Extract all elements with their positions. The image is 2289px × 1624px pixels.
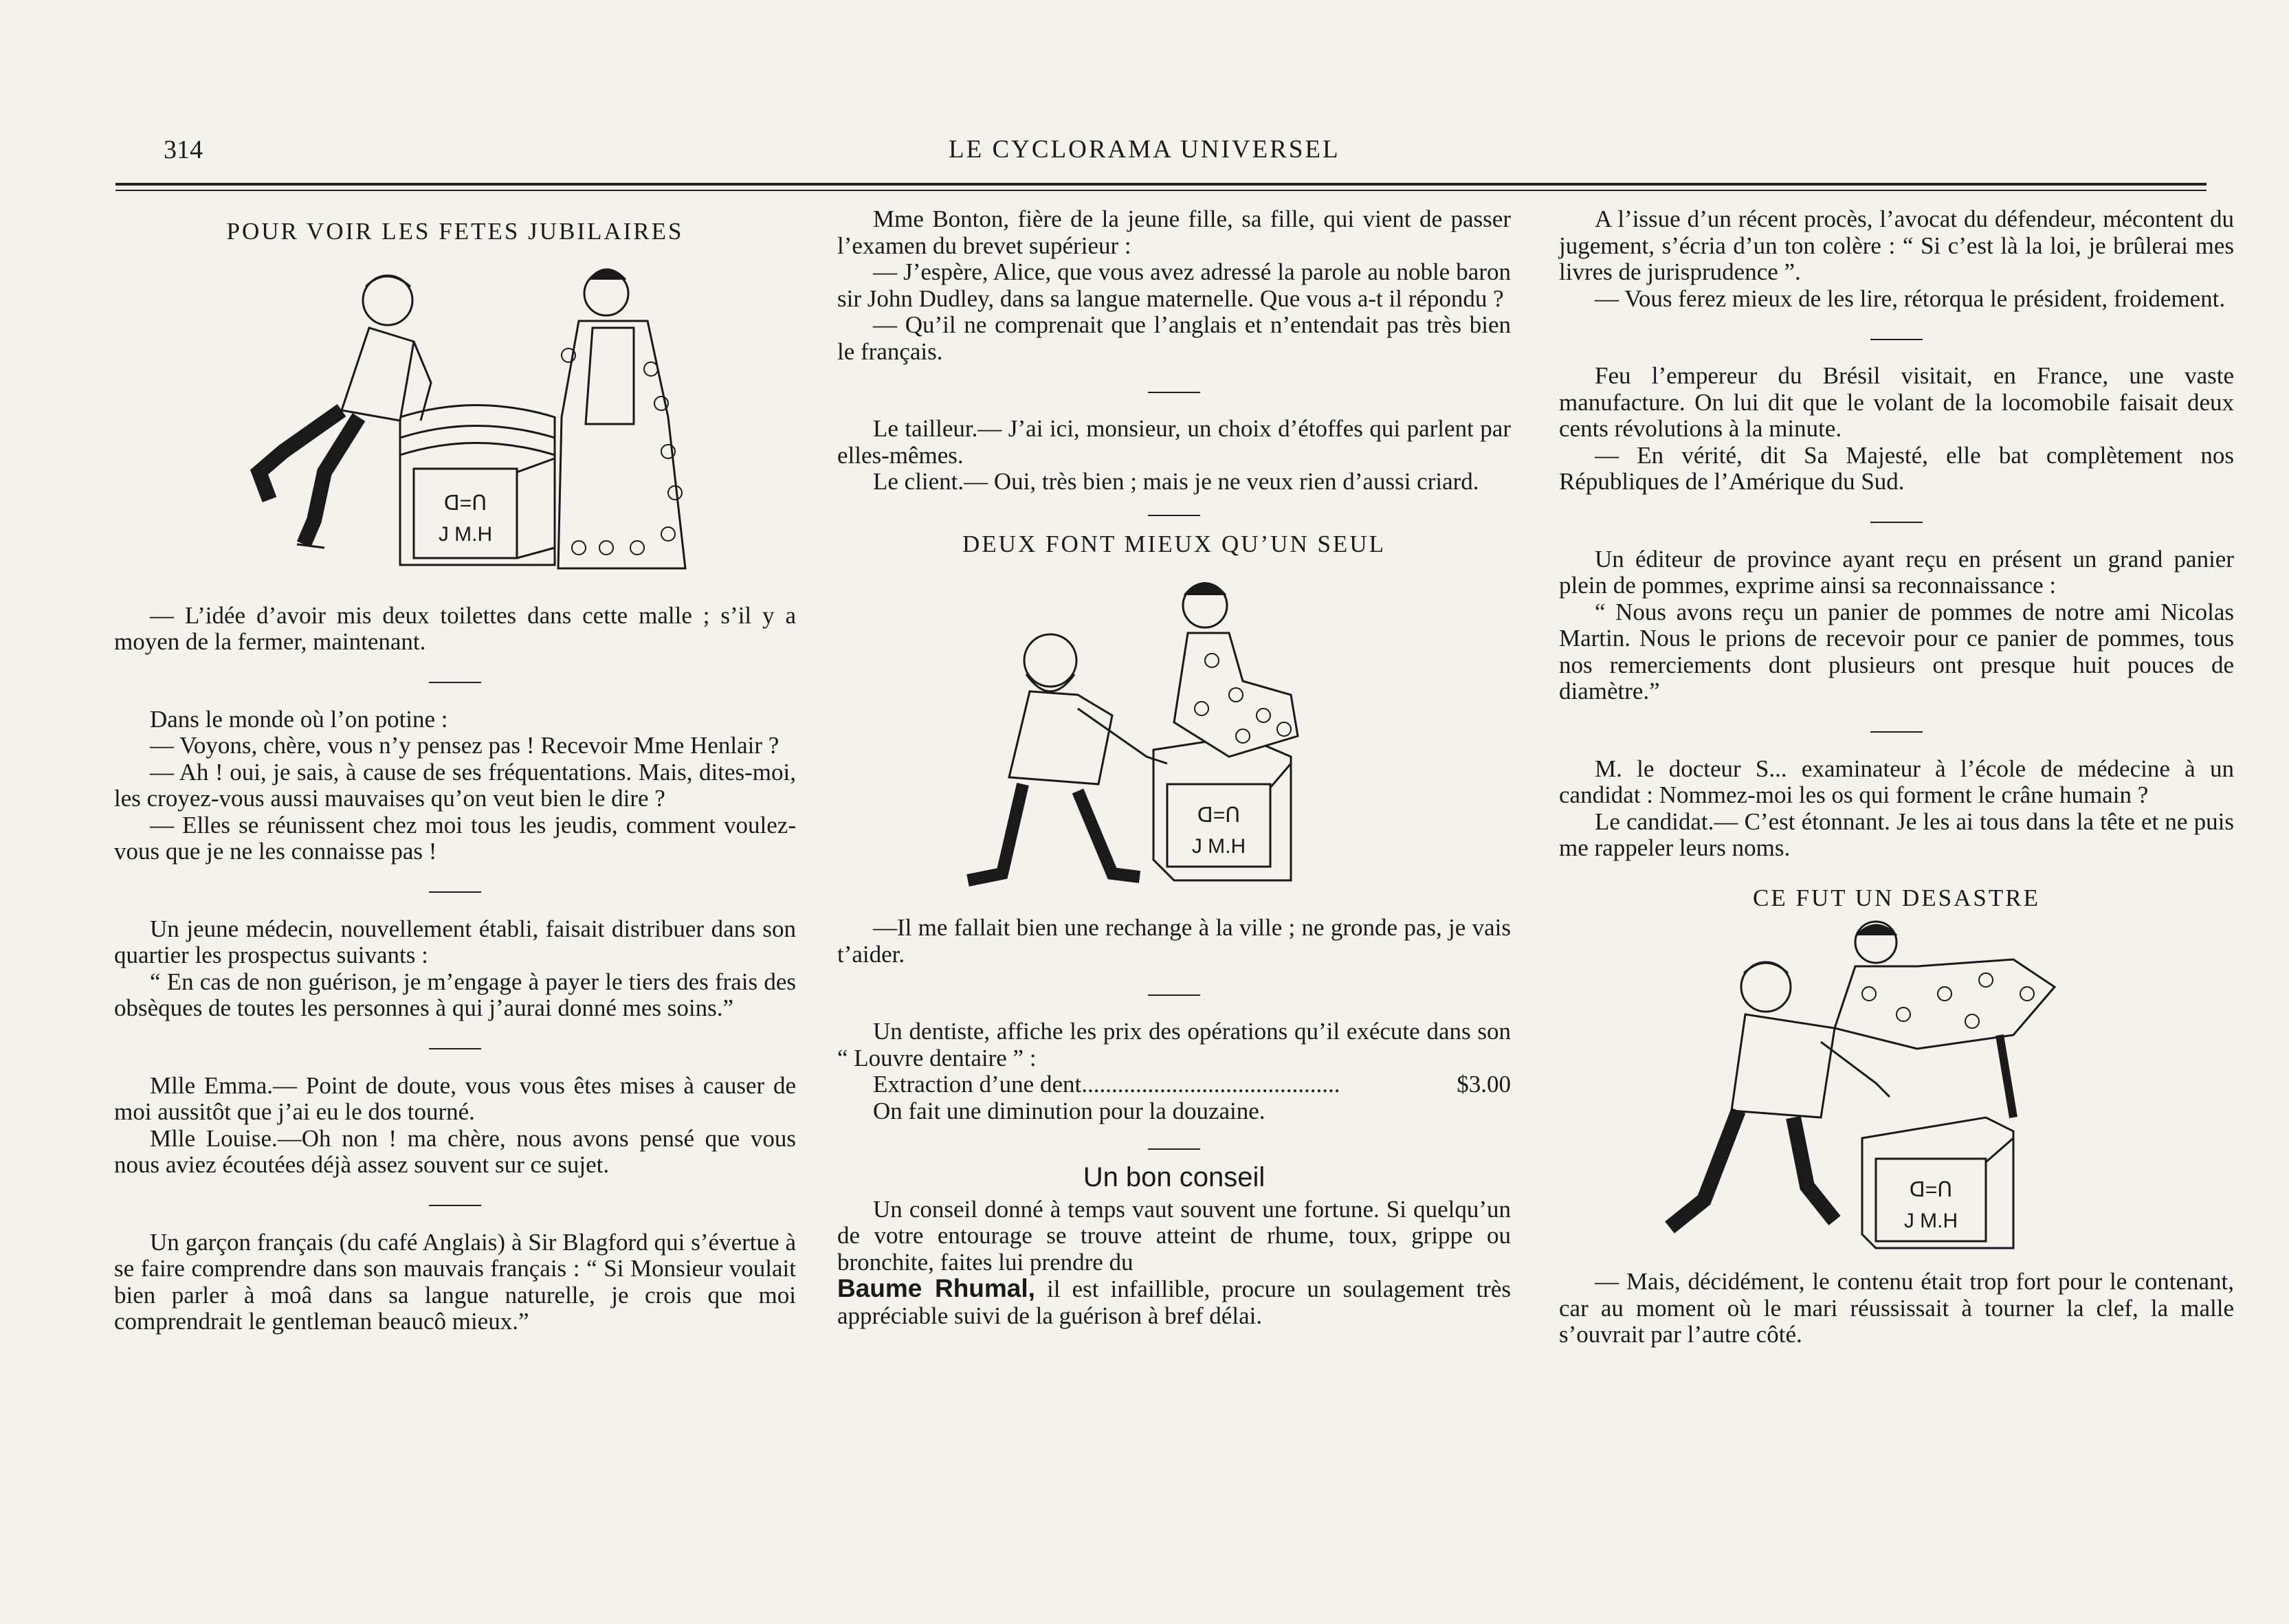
- ad-product-name: Baume Rhumal,: [837, 1274, 1035, 1302]
- section-title-desastre: CE FUT UN DESASTRE: [1753, 884, 2040, 911]
- caption-fetes: — L’idée d’avoir mis deux toilettes dans cette malle ; s’il y a moyen de la fermer, maintenant.: [114, 601, 796, 655]
- paragraph-potine-3: — Ah ! oui, je sais, à cause de ses fréquentations. Mais, dites-moi, les croyez-vous aussi mauvaises qu’on veut bien le dire ?: [114, 758, 796, 812]
- separator: [1559, 508, 2234, 534]
- separator: [837, 377, 1511, 403]
- separator: [114, 1191, 796, 1217]
- paragraph-potine-2: — Voyons, chère, vous n’y pensez pas ! Recevoir Mme Henlair ?: [150, 732, 779, 759]
- trunk-label-bottom: J M.H: [438, 522, 493, 546]
- section-title-deux-font: DEUX FONT MIEUX QU’UN SEUL: [962, 530, 1386, 557]
- trunk-label-top: ᗡ=ᑎ: [1909, 1179, 1953, 1201]
- paragraph-tailleur-1: Le tailleur.— J’ai ici, monsieur, un choix d’étoffes qui parlent par elles-mêmes.: [837, 415, 1511, 469]
- paragraph-potine-4: — Elles se réunissent chez moi tous les jeudis, comment voulez-vous que je ne les connaisse pas !: [114, 811, 796, 865]
- separator: [114, 878, 796, 904]
- paragraph-editeur-1: Un éditeur de province ayant reçu en présent un grand panier plein de pommes, exprime ainsi sa reconnaissance :: [1559, 545, 2234, 599]
- paragraph-dentiste: Un dentiste, affiche les prix des opérations qu’il exécute dans son “ Louvre dentaire ” :: [837, 1018, 1511, 1071]
- price-value: $3.00: [1457, 1071, 1511, 1098]
- paragraph-docteur-2: Le candidat.— C’est étonnant. Je les ai tous dans la tête et ne puis me rappeler leurs noms.: [1559, 808, 2234, 861]
- paragraph-emma-1: Mlle Emma.— Point de doute, vous vous êtes mises à causer de moi aussitôt que j’ai eu le dos tourné.: [114, 1071, 796, 1125]
- page-number: 314: [164, 135, 203, 164]
- paragraph-bonton-1: Mme Bonton, fière de la jeune fille, sa fille, qui vient de passer l’examen du brevet supérieur :: [837, 205, 1511, 259]
- paragraph-medecin-2: “ En cas de non guérison, je m’engage à payer le tiers des frais des obsèques de toutes les personnes à qui j’aurai donné mes soins.”: [114, 968, 796, 1021]
- price-note: On fait une diminution pour la douzaine.: [873, 1097, 1265, 1124]
- column-1: [114, 219, 796, 1335]
- ad-text-after: il est infaillible, procure un soulagement très appréciable suivi de la guérison à bref délai.: [837, 1276, 1511, 1329]
- paragraph-potine-1: Dans le monde où l’on potine :: [150, 705, 448, 733]
- section-title-fetes: POUR VOIR LES FETES JUBILAIRES: [226, 218, 684, 245]
- ad-text-before: Un conseil donné à temps vaut souvent une fortune. Si quelqu’un de votre entourage se trouve atteint de rhume, toux, grippe ou bronchite, faites lui prendre du: [837, 1195, 1511, 1276]
- separator: [114, 1034, 796, 1060]
- caption-desastre: — Mais, décidément, le contenu était trop fort pour le contenant, car au moment où le mari réussissait à tourner la clef, la malle s’ouvrait par l’autre côté.: [1559, 1268, 2234, 1348]
- paragraph-bonton-2: — J’espère, Alice, que vous avez adressé la parole au noble baron sir John Dudley, dans sa langue maternelle. Que vous a-t il répondu ?: [837, 258, 1511, 312]
- ad-title: Un bon conseil: [1083, 1162, 1265, 1192]
- price-dots: ...........................................: [1081, 1071, 1340, 1098]
- ad-paragraph: [837, 1197, 1511, 1330]
- trunk-label-top: ᗡ=ᑎ: [1197, 804, 1241, 827]
- price-line: [837, 1071, 1511, 1098]
- paragraph-garcon: Un garçon français (du café Anglais) à Sir Blagford qui s’évertue à se faire comprendre dans son mauvais français : “ Si Monsieur voulait bien parler à moâ dans sa langue naturelle, je crois que moi comprendrait le gentleman beaucô mieux.”: [114, 1228, 796, 1335]
- paragraph-proces-1: A l’issue d’un récent procès, l’avocat du défendeur, mécontent du jugement, s’écria d’un ton colère : “ Si c’est là la loi, je brûlerai mes livres de jurisprudence ”.: [1559, 205, 2234, 285]
- paragraph-docteur-1: M. le docteur S... examinateur à l’école de médecine à un candidat : Nommez-moi les os qui forment le crâne humain ?: [1559, 755, 2234, 808]
- separator: [837, 501, 1511, 527]
- illustration-trunk-bursting-open: [1628, 911, 2165, 1269]
- paragraph-editeur-2: “ Nous avons reçu un panier de pommes de notre ami Nicolas Martin. Nous le prions de recevoir pour ce panier de pommes, tous nos remerciements dont plusieurs ont presque huit pouces de diamètre.”: [1559, 598, 2234, 704]
- trunk-label-bottom: J M.H: [1191, 835, 1246, 858]
- paragraph-bonton-3: — Qu’il ne comprenait que l’anglais et n’entendait pas très bien le français.: [837, 311, 1511, 365]
- separator: [1559, 324, 2234, 351]
- header-rule-thin: [115, 190, 2207, 191]
- paragraph-bresil-2: — En vérité, dit Sa Majesté, elle bat complètement nos Républiques de l’Amérique du Sud.: [1559, 441, 2234, 495]
- separator: [1559, 718, 2234, 744]
- separator: [837, 980, 1511, 1006]
- separator: [837, 1134, 1511, 1160]
- price-label: Extraction d’une dent: [873, 1071, 1082, 1098]
- separator: [114, 668, 796, 694]
- column-3: [1559, 206, 2234, 1348]
- trunk-label-top: ᗡ=ᑎ: [443, 491, 487, 515]
- illustration-man-and-woman-trunk: [194, 245, 716, 603]
- header-rule-thick: [115, 183, 2207, 186]
- paragraph-tailleur-2: Le client.— Oui, très bien ; mais je ne veux rien d’aussi criard.: [873, 468, 1479, 495]
- trunk-label-bottom: J M.H: [1903, 1210, 1958, 1232]
- illustration-couple-closing-trunk: [940, 557, 1408, 915]
- paragraph-emma-2: Mlle Louise.—Oh non ! ma chère, nous avons pensé que vous nous aviez écoutées déjà assez souvent sur ce sujet.: [114, 1124, 796, 1178]
- paragraph-proces-2: — Vous ferez mieux de les lire, rétorqua le président, froidement.: [1595, 285, 2226, 312]
- caption-deux-font: —Il me fallait bien une rechange à la ville ; ne gronde pas, je vais t’aider.: [837, 914, 1511, 968]
- paragraph-bresil-1: Feu l’empereur du Brésil visitait, en France, une vaste manufacture. On lui dit que le volant de la locomobile faisait deux cents révolutions à la minute.: [1559, 362, 2234, 442]
- column-2: [837, 206, 1511, 1329]
- journal-title: LE CYCLORAMA UNIVERSEL: [949, 135, 1340, 164]
- paragraph-medecin-1: Un jeune médecin, nouvellement établi, faisait distribuer dans son quartier les prospectus suivants :: [114, 915, 796, 968]
